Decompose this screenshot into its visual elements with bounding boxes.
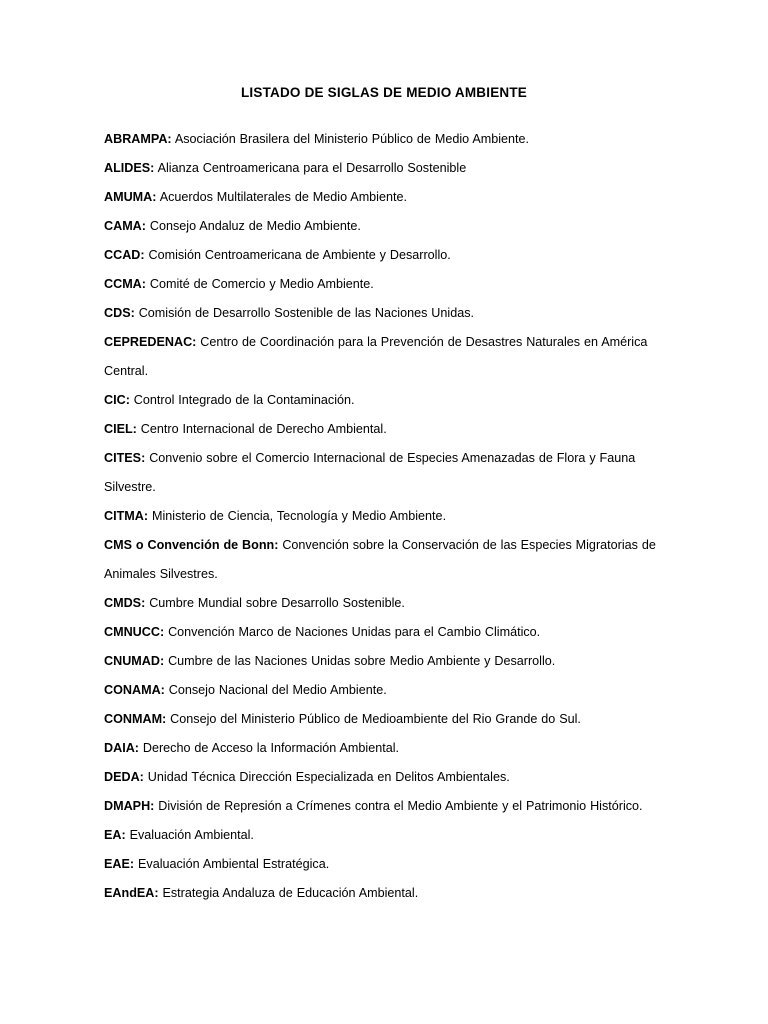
entry-acronym: ALIDES:	[104, 160, 155, 175]
entry-definition: Consejo Nacional del Medio Ambiente.	[168, 682, 387, 697]
list-item	[104, 792, 664, 821]
list-item	[104, 125, 664, 154]
list-item	[104, 299, 664, 328]
list-item	[104, 444, 664, 502]
entry-definition: Consejo Andaluz de Medio Ambiente.	[149, 218, 361, 233]
list-item	[104, 386, 664, 415]
list-item	[104, 502, 664, 531]
entry-acronym: CCAD:	[104, 247, 145, 262]
entry-acronym: EAndEA:	[104, 885, 159, 900]
entry-definition: Evaluación Ambiental Estratégica.	[138, 856, 330, 871]
entry-definition: Comisión Centroamericana de Ambiente y Desarrollo.	[148, 247, 451, 262]
entry-definition: División de Represión a Crímenes contra el Medio Ambiente y el Patrimonio Histórico.	[158, 798, 643, 813]
list-item	[104, 531, 664, 589]
list-item	[104, 241, 664, 270]
list-item	[104, 821, 664, 850]
entry-definition: Centro Internacional de Derecho Ambiental.	[140, 421, 387, 436]
entry-acronym: CITES:	[104, 450, 146, 465]
entry-acronym: DAIA:	[104, 740, 139, 755]
entry-acronym: ABRAMPA:	[104, 131, 172, 146]
entry-definition: Derecho de Acceso la Información Ambiental.	[142, 740, 400, 755]
list-item	[104, 647, 664, 676]
list-item	[104, 212, 664, 241]
list-item	[104, 763, 664, 792]
entry-definition: Estrategia Andaluza de Educación Ambiental.	[162, 885, 419, 900]
entry-acronym: DEDA:	[104, 769, 144, 784]
entry-acronym: CONMAM:	[104, 711, 167, 726]
acronym-list	[104, 125, 664, 908]
list-item	[104, 734, 664, 763]
entry-acronym: EA:	[104, 827, 126, 842]
entry-definition: Convenio sobre el Comercio Internacional de Especies Amenazadas de Flora y Fauna Silvestre.	[104, 450, 636, 494]
entry-acronym: DMAPH:	[104, 798, 155, 813]
list-item	[104, 850, 664, 879]
entry-acronym: CONAMA:	[104, 682, 165, 697]
entry-acronym: CAMA:	[104, 218, 146, 233]
entry-definition: Centro de Coordinación para la Prevención de Desastres Naturales en América Central.	[104, 334, 648, 378]
entry-acronym: CMNUCC:	[104, 624, 165, 639]
list-item	[104, 589, 664, 618]
entry-definition: Cumbre de las Naciones Unidas sobre Medio Ambiente y Desarrollo.	[168, 653, 556, 668]
entry-definition: Evaluación Ambiental.	[129, 827, 254, 842]
entry-definition: Consejo del Ministerio Público de Medioambiente del Rio Grande do Sul.	[170, 711, 581, 726]
list-item	[104, 328, 664, 386]
list-item	[104, 618, 664, 647]
entry-acronym: CDS:	[104, 305, 135, 320]
entry-acronym: CIEL:	[104, 421, 137, 436]
list-item	[104, 183, 664, 212]
entry-definition: Ministerio de Ciencia, Tecnología y Medio Ambiente.	[151, 508, 447, 523]
entry-acronym: EAE:	[104, 856, 135, 871]
page-title: LISTADO DE SIGLAS DE MEDIO AMBIENTE	[240, 85, 527, 100]
entry-definition: Control Integrado de la Contaminación.	[133, 392, 355, 407]
entry-definition: Cumbre Mundial sobre Desarrollo Sostenible.	[149, 595, 405, 610]
entry-acronym: CMS o Convención de Bonn:	[104, 537, 279, 552]
entry-acronym: CIC:	[104, 392, 130, 407]
entry-definition: Acuerdos Multilaterales de Medio Ambiente.	[159, 189, 407, 204]
entry-acronym: CNUMAD:	[104, 653, 165, 668]
list-item	[104, 154, 664, 183]
entry-definition: Alianza Centroamericana para el Desarrollo Sostenible	[157, 160, 467, 175]
entry-acronym: CCMA:	[104, 276, 146, 291]
list-item	[104, 270, 664, 299]
list-item	[104, 415, 664, 444]
entry-acronym: CEPREDENAC:	[104, 334, 197, 349]
entry-acronym: CITMA:	[104, 508, 149, 523]
entry-acronym: CMDS:	[104, 595, 146, 610]
entry-definition: Comité de Comercio y Medio Ambiente.	[149, 276, 374, 291]
list-item	[104, 705, 664, 734]
entry-definition: Comisión de Desarrollo Sostenible de las Naciones Unidas.	[138, 305, 475, 320]
entry-definition: Convención Marco de Naciones Unidas para el Cambio Climático.	[168, 624, 541, 639]
entry-definition: Asociación Brasilera del Ministerio Público de Medio Ambiente.	[174, 131, 530, 146]
entry-definition: Unidad Técnica Dirección Especializada en Delitos Ambientales.	[147, 769, 510, 784]
entry-definition: Convención sobre la Conservación de las Especies Migratorias de Animales Silvestres.	[104, 537, 656, 581]
list-item	[104, 676, 664, 705]
entry-acronym: AMUMA:	[104, 189, 157, 204]
list-item	[104, 879, 664, 908]
